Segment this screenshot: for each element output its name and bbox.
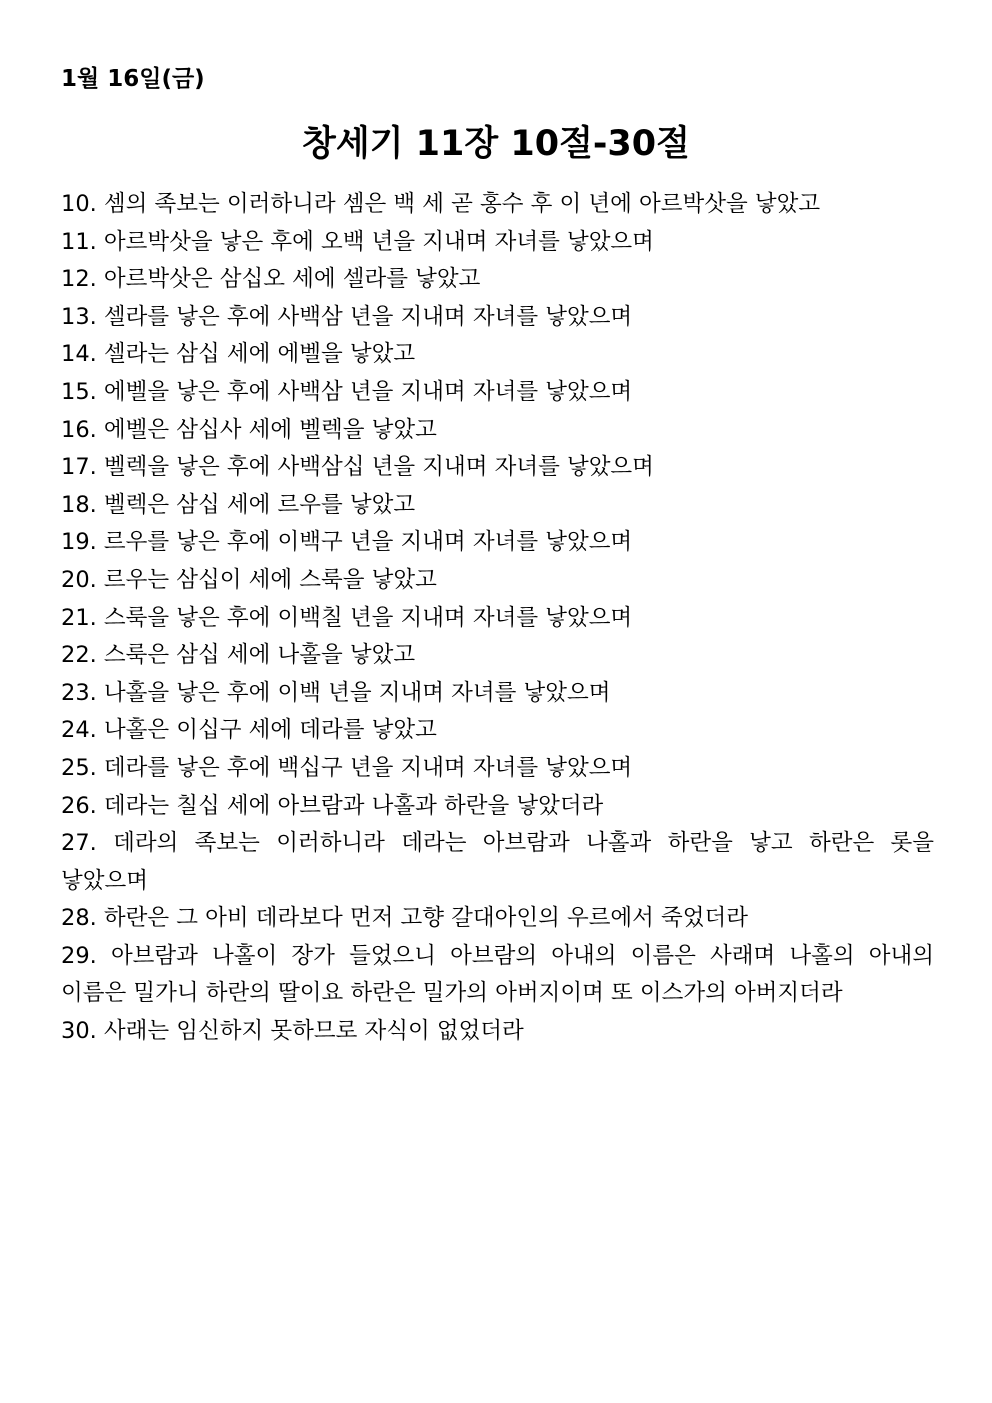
verse-20: 20. 르우는 삼십이 세에 스룩을 낳았고	[61, 566, 437, 593]
verse-15: 15. 에벨을 낳은 후에 사백삼 년을 지내며 자녀를 낳았으며	[61, 378, 633, 405]
verse-11: 11. 아르박삿을 낳은 후에 오백 년을 지내며 자녀를 낳았으며	[61, 228, 654, 255]
verse-22: 22. 스룩은 삼십 세에 나홀을 낳았고	[61, 642, 416, 669]
verse-14: 14. 셀라는 삼십 세에 에벨을 낳았고	[61, 341, 416, 368]
verse-13: 13. 셀라를 낳은 후에 사백삼 년을 지내며 자녀를 낳았으며	[61, 303, 633, 330]
verse-23: 23. 나홀을 낳은 후에 이백 년을 지내며 자녀를 낳았으며	[61, 679, 611, 706]
verse-10: 10. 셈의 족보는 이러하니라 셈은 백 세 곧 홍수 후 이 년에 아르박삿을 낳았고	[61, 191, 821, 217]
verse-list	[61, 186, 934, 1051]
verse-18: 18. 벨렉은 삼십 세에 르우를 낳았고	[61, 491, 416, 518]
verse-29: 29. 아브람과 나홀이 장가 들었으니 아브람의 아내의 이름은 사래며 나홀의 아내의 이름은 밀가니 하란의 딸이요 하란은 밀가의 아버지이며 또 이스가의 아버지더라	[61, 942, 934, 1007]
verse-16: 16. 에벨은 삼십사 세에 벨렉을 낳았고	[61, 416, 437, 443]
verse-12: 12. 아르박삿은 삼십오 세에 셀라를 낳았고	[61, 266, 481, 293]
verse-21: 21. 스룩을 낳은 후에 이백칠 년을 지내며 자녀를 낳았으며	[61, 604, 633, 631]
verse-30: 30. 사래는 임신하지 못하므로 자식이 없었더라	[61, 1018, 524, 1045]
verse-25: 25. 데라를 낳은 후에 백십구 년을 지내며 자녀를 낳았으며	[61, 754, 633, 781]
reading-date: 1월 16일(금)	[61, 66, 205, 92]
verse-28: 28. 하란은 그 아비 데라보다 먼저 고향 갈대아인의 우르에서 죽었더라	[61, 905, 748, 932]
page-title: 창세기 11장 10절-30절	[302, 124, 690, 164]
verse-27: 27. 데라의 족보는 이러하니라 데라는 아브람과 나홀과 하란을 낳고 하란은 롯을 낳았으며	[61, 830, 934, 894]
verse-26: 26. 데라는 칠십 세에 아브람과 나홀과 하란을 낳았더라	[61, 792, 604, 819]
verse-17: 17. 벨렉을 낳은 후에 사백삼십 년을 지내며 자녀를 낳았으며	[61, 454, 654, 481]
verse-24: 24. 나홀은 이십구 세에 데라를 낳았고	[61, 717, 437, 744]
verse-19: 19. 르우를 낳은 후에 이백구 년을 지내며 자녀를 낳았으며	[61, 529, 633, 556]
